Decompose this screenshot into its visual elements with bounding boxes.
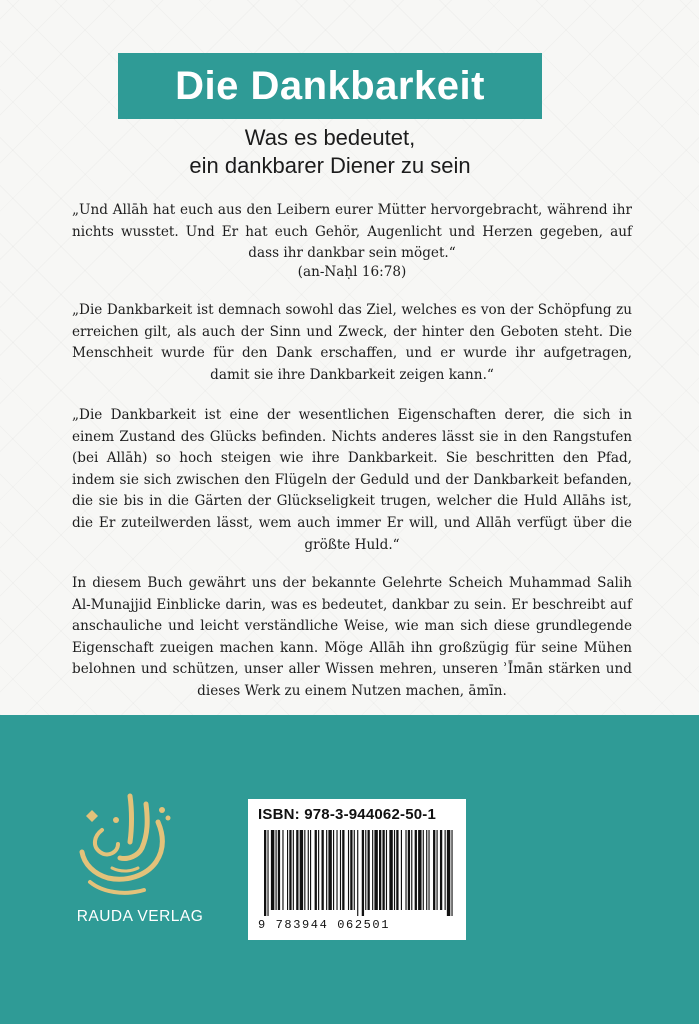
barcode-bar xyxy=(415,830,417,910)
barcode-digits: 9 783944 062501 xyxy=(258,918,391,932)
barcode-bar xyxy=(428,830,429,910)
barcode-bar xyxy=(437,830,438,910)
barcode-icon xyxy=(262,830,456,916)
barcode-bar xyxy=(374,830,377,910)
barcode-bar xyxy=(447,830,450,916)
barcode-bar xyxy=(318,830,319,910)
barcode-bar xyxy=(340,830,341,910)
barcode-bar xyxy=(271,830,274,910)
barcode-bar xyxy=(267,830,268,916)
barcode-bar xyxy=(264,830,266,916)
quran-reference: (an-Naḥl 16:78) xyxy=(297,264,407,280)
barcode-bar xyxy=(379,830,381,910)
barcode-bar xyxy=(365,830,366,910)
book-description: In diesem Buch gewährt uns der bekannte Gelehrte Scheich Muhammad Salih Al-Munajjid Einblicke darin, was es bedeutet, dankbar zu sein. Er beschreibt auf anschauliche und leicht verständliche Weise, wie man sich diese grundlegende Eigenschaft zueigen machen kann. Möge Allāh ihn großzügig für seine Mühen belohnen und schützen, unser aller Wissen mehren, unseren ʾĪmān stärken und dieses Werk zu einem Nutzen machen, āmīn. xyxy=(72,575,632,699)
barcode-bar xyxy=(350,830,352,910)
barcode-bar xyxy=(308,830,309,910)
barcode-bar xyxy=(396,830,398,910)
barcode-bar xyxy=(293,830,294,910)
barcode-bar xyxy=(382,830,384,910)
barcode-bar xyxy=(408,830,410,910)
quran-quote: „Und Allāh hat euch aus den Leibern eurer Mütter hervorgebracht, während ihr nichts wusstet. Und Er hat euch Gehör, Augenlicht und Herzen gegeben, auf dass ihr dankbar sein möget.“ xyxy=(72,202,632,262)
barcode-bar xyxy=(451,830,452,916)
barcode-bar xyxy=(418,830,421,910)
barcode-bar xyxy=(354,830,355,910)
barcode-bar xyxy=(322,830,324,910)
barcode-bar xyxy=(348,830,349,910)
barcode-bar xyxy=(426,830,427,910)
barcode-bar xyxy=(389,830,392,910)
barcode-bar xyxy=(328,830,331,910)
barcode-bar xyxy=(440,830,442,910)
barcode-bar xyxy=(433,830,435,910)
book-title: Die Dankbarkeit xyxy=(175,64,485,108)
barcode-bar xyxy=(372,830,373,910)
barcode-bar xyxy=(445,830,446,910)
barcode-bar xyxy=(289,830,291,910)
barcode-bar xyxy=(362,830,364,916)
subtitle-line-1: Was es bedeutet, xyxy=(244,125,416,150)
barcode-bar xyxy=(296,830,298,910)
publisher-name: RAUDA VERLAG xyxy=(76,908,204,925)
arabic-calligraphy-logo-icon xyxy=(72,790,182,902)
barcode-bar xyxy=(368,830,370,910)
barcode-bar xyxy=(336,830,337,910)
barcode-bar xyxy=(276,830,277,910)
barcode-bar xyxy=(357,830,358,916)
barcode-bar xyxy=(282,830,283,910)
barcode-bar xyxy=(326,830,327,910)
barcode-bar xyxy=(304,830,305,910)
barcode-bar xyxy=(401,830,402,910)
subtitle-line-2: ein dankbarer Diener zu sein xyxy=(189,153,471,178)
barcode-bar xyxy=(315,830,317,910)
isbn-label: ISBN: 978-3-944062-50-1 xyxy=(258,806,437,823)
barcode-bar xyxy=(411,830,412,910)
barcode-bar xyxy=(386,830,387,910)
barcode-bar xyxy=(405,830,406,910)
barcode-bar xyxy=(278,830,280,910)
barcode-bar xyxy=(394,830,395,910)
barcode-bar xyxy=(287,830,288,910)
quote-purpose-of-gratitude: „Die Dankbarkeit ist demnach sowohl das Ziel, welches es von der Schöpfung zu erreichen gilt, als auch der Sinn und Zweck, der hinter den Geboten steht. Die Menschheit wurde für den Dank erschaffen, und er wurde ihr aufgetragen, damit sie ihre Dankbarkeit zeigen kann.“ xyxy=(72,302,632,383)
book-subtitle xyxy=(100,124,560,180)
barcode-bar xyxy=(423,830,424,910)
barcode-bar xyxy=(333,830,334,910)
quote-gratitude-characteristic: „Die Dankbarkeit ist eine der wesentlichen Eigenschaften derer, die sich in einem Zustand des Glücks befinden. Nichts anderes lässt sie in den Rangstufen (bei Allāh) so hoch steigen wie ihre Dankbarkeit. Sie beschritten den Pfad, indem sie sich zwischen den Flügeln der Geduld und der Dankbarkeit befanden, die sie bis in die Gärten der Glückseligkeit trugen, welcher die Huld Allāhs ist, die Er zuteilwerden lässt, wem auch immer Er will, und Allāh verfügt über die größte Huld.“ xyxy=(72,407,632,553)
barcode-bar xyxy=(300,830,303,910)
barcode-bar xyxy=(310,830,311,910)
barcode-bar xyxy=(342,830,344,910)
